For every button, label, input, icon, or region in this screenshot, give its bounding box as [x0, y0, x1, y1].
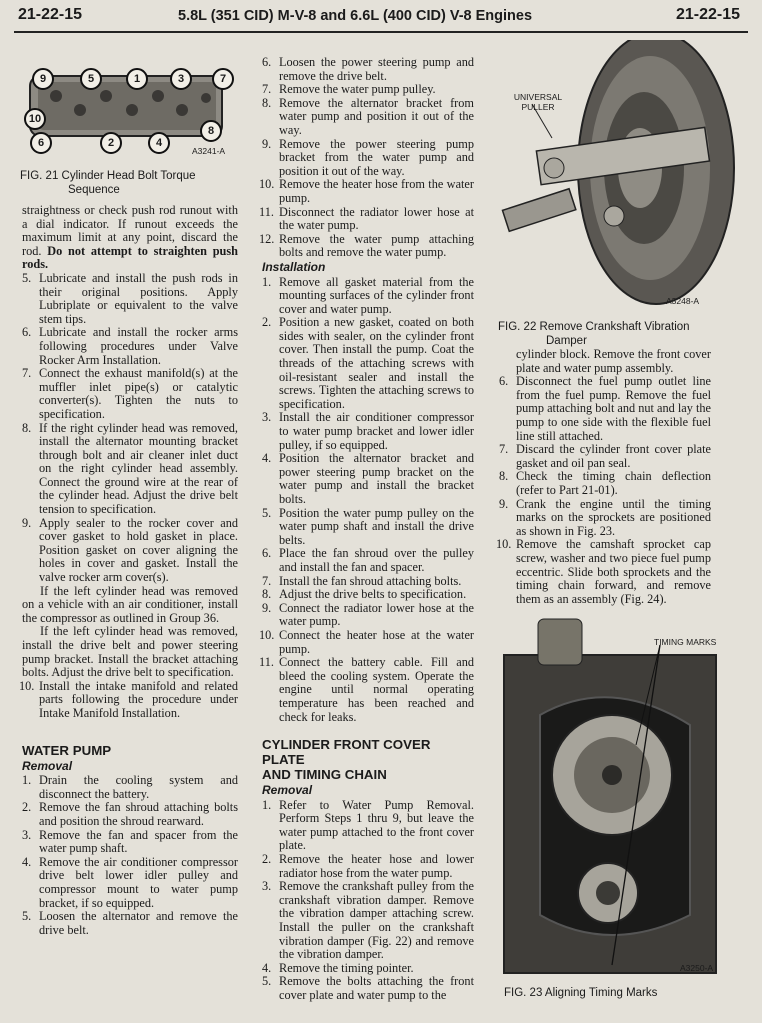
- bolt-number-callout: 7: [212, 68, 234, 90]
- list-number: 10.: [259, 177, 275, 192]
- list-number: 7.: [262, 82, 272, 97]
- list-number: 3.: [262, 410, 272, 425]
- column-right: [496, 347, 711, 606]
- figure-23-label: TIMING MARKS: [654, 637, 717, 647]
- list-number: 8.: [262, 95, 272, 110]
- paragraph: If the left cylinder head was removed, install the drive belt and power steering pump bracket. Install the bracket attaching bolts. Adjust the drive belt to specification.: [22, 624, 238, 680]
- list-item: [262, 962, 474, 976]
- list-item: [499, 443, 711, 470]
- list-number: 3.: [22, 827, 32, 842]
- list-item: [259, 231, 474, 260]
- list-text: Remove the power steering pump bracket from the water pump and position it out of the way.: [279, 136, 474, 178]
- list-item: [262, 56, 474, 83]
- section-heading: CYLINDER FRONT COVER PLATE AND TIMING CHAIN: [262, 737, 431, 783]
- list-number: 1.: [262, 274, 272, 289]
- list-item: [262, 880, 474, 962]
- list-item: [499, 470, 711, 497]
- list-item: [262, 602, 474, 629]
- list-number: 6.: [262, 546, 272, 561]
- list-text: Connect the battery cable. Fill and bleed the cooling system. Operate the engine until normal operating temperature has been reached and check for leaks.: [279, 655, 474, 724]
- list-number: 5.: [262, 974, 272, 989]
- list-number: 3.: [262, 879, 272, 894]
- list-number: 1.: [262, 797, 272, 812]
- list-item: [499, 498, 711, 539]
- list-number: 4.: [262, 451, 272, 466]
- list-number: 6.: [262, 55, 272, 69]
- header-rule: [14, 31, 748, 33]
- list-text: Remove the crankshaft pulley from the crankshaft vibration damper. Remove the vibration damper attaching screw. Install the puller on the crankshaft vibration damper (Fig. 22) and remove the vibration damper.: [279, 879, 474, 962]
- list-item: [259, 655, 474, 724]
- list-item: [262, 799, 474, 853]
- instruction-list: [259, 274, 474, 725]
- figure-22-vibration-damper: [496, 40, 736, 316]
- instruction-list: [22, 272, 238, 585]
- list-item: [262, 138, 474, 179]
- list-text: Discard the cylinder front cover plate gasket and oil pan seal.: [516, 442, 711, 470]
- figure-23-caption: FIG. 23 Aligning Timing Marks: [504, 987, 658, 999]
- list-text: Remove the air conditioner compressor drive belt lower idler pulley and compressor mount to water pump bracket, if so equipped.: [39, 854, 238, 910]
- list-text: Remove the water pump pulley.: [279, 82, 436, 97]
- list-number: 11.: [259, 204, 274, 219]
- list-item: [22, 774, 238, 801]
- list-item: [22, 910, 238, 937]
- list-number: 8.: [22, 420, 32, 435]
- list-item: [262, 853, 474, 880]
- list-item: [262, 411, 474, 452]
- list-item: [262, 316, 474, 411]
- list-item: [259, 177, 474, 205]
- list-item: [262, 83, 474, 97]
- paragraph: If the left cylinder head was removed on a vehicle with an air conditioner, install the compressor as outlined in Group 36.: [22, 583, 238, 625]
- list-text: Position the alternator bracket and power steering pump bracket on the water pump and install the bracket bolts.: [279, 451, 474, 506]
- list-text: Adjust the drive belts to specification.: [279, 587, 467, 602]
- subheading: Removal: [262, 783, 313, 798]
- list-text: Remove the alternator bracket from water pump and position it out of the way.: [279, 95, 474, 137]
- list-text: Position the water pump pulley on the water pump shaft and install the drive belts.: [279, 505, 474, 547]
- list-item: [262, 97, 474, 138]
- list-number: 1.: [22, 773, 32, 788]
- list-item: [22, 367, 238, 421]
- list-text: Connect the radiator lower hose at the water pump.: [279, 600, 474, 629]
- list-text: Check the timing chain deflection (refer to Part 21-01).: [516, 469, 711, 497]
- list-item: [22, 829, 238, 856]
- list-number: 6.: [22, 325, 32, 340]
- list-text: Remove the bolts attaching the front cover plate and water pump to the: [279, 974, 474, 1002]
- paragraph-continued: cylinder block. Remove the front cover plate and water pump assembly.: [516, 347, 711, 375]
- list-item: [22, 272, 238, 326]
- list-text: Install the air conditioner compressor to water pump bracket and lower idler pulley, if so equipped.: [279, 410, 474, 452]
- list-text: Remove the heater hose from the water pump.: [279, 177, 474, 205]
- instruction-list: [262, 799, 474, 1003]
- list-text: Disconnect the radiator lower hose at the water pump.: [279, 204, 474, 233]
- list-item: 10. Install the intake manifold and related parts following the procedure under Intake Manifold Installation.: [19, 678, 238, 720]
- list-text: Loosen the alternator and remove the drive belt.: [39, 909, 238, 937]
- list-text: Crank the engine until the timing marks on the sprockets are positioned as shown in Fig. 23.: [516, 496, 711, 538]
- subheading: Installation: [262, 259, 326, 274]
- list-text: Apply sealer to the rocker cover and cover gasket to hold gasket in place. Position gasket on cover aligning the holes in cover and gasket. Install the valve rocker arm cover(s).: [39, 515, 238, 585]
- list-text: Connect the exhaust manifold(s) at the muffler inlet pipe(s) or catalytic converter(s). Tighten the nuts to specification.: [39, 366, 238, 421]
- page-number-right: 21-22-15: [675, 6, 740, 23]
- list-item: [262, 547, 474, 574]
- list-item: [496, 537, 711, 606]
- list-number: 7.: [499, 442, 509, 457]
- list-item: [262, 575, 474, 589]
- list-text: Refer to Water Pump Removal. Perform Steps 1 thru 9, but leave the water pump attached to the front cover plate.: [279, 797, 474, 853]
- list-text: Place the fan shroud over the pulley and install the fan and spacer.: [279, 546, 474, 574]
- list-text: Remove the fan and spacer from the water pump shaft.: [39, 827, 238, 856]
- list-text: Disconnect the fuel pump outlet line from the fuel pump. Remove the fuel pump attaching bolt and nut and lay the pump to one side with the flexible fuel line still attached.: [516, 374, 711, 443]
- list-item: [262, 276, 474, 317]
- list-number: 9.: [499, 496, 509, 511]
- list-number: 8.: [262, 587, 272, 602]
- bolt-number-callout: 10: [24, 108, 46, 130]
- column-left: [19, 203, 238, 937]
- list-item: [262, 588, 474, 602]
- list-item: [499, 375, 711, 443]
- list-text: Drain the cooling system and disconnect the battery.: [39, 773, 238, 801]
- list-item: [259, 204, 474, 233]
- list-item: [22, 422, 238, 517]
- instruction-list: [259, 55, 474, 260]
- section-heading: WATER PUMP: [22, 742, 112, 758]
- bolt-number-callout: 6: [30, 132, 52, 154]
- list-number: 2.: [22, 800, 32, 815]
- timing-chain-illustration: [500, 615, 722, 977]
- list-text: Lubricate and install the rocker arms following procedures under Valve Rocker Arm Installation.: [39, 325, 238, 367]
- list-item: [262, 507, 474, 548]
- page-number-left: 21-22-15: [18, 6, 83, 23]
- list-number: 2.: [262, 852, 272, 867]
- list-number: 4.: [262, 960, 272, 975]
- figure-22-label: UNIVERSAL PULLER: [513, 92, 563, 112]
- bolt-number-callout: 4: [148, 132, 170, 154]
- list-text: Remove the heater hose and lower radiator hose from the water pump.: [279, 852, 474, 880]
- list-item: [259, 627, 474, 656]
- instruction-list: [22, 774, 238, 937]
- column-middle: [259, 55, 474, 1003]
- list-number: 4.: [22, 854, 32, 869]
- list-text: Remove the camshaft sprocket cap screw, washer and two piece fuel pump eccentric. Slide both sprockets and the timing chain forward, and remove them as an assembly (Fig. 24).: [516, 537, 711, 606]
- damper-puller-illustration: [496, 40, 736, 316]
- list-number: 12.: [259, 231, 275, 246]
- figure-23-timing-marks: [500, 615, 722, 977]
- page-title: 5.8L (351 CID) M-V-8 and 6.6L (400 CID) V-8 Engines: [178, 8, 533, 24]
- list-text: Install the fan shroud attaching bolts.: [279, 573, 462, 588]
- list-text: Remove all gasket material from the mounting surfaces of the cylinder front cover and water pump.: [279, 274, 474, 316]
- bolt-number-callout: 2: [100, 132, 122, 154]
- list-number: 5.: [22, 909, 32, 924]
- list-number: 9.: [262, 136, 272, 151]
- list-number: 6.: [499, 374, 509, 389]
- list-item: [262, 452, 474, 506]
- list-number: 7.: [262, 573, 272, 588]
- list-number: 8.: [499, 469, 509, 484]
- bolt-number-callout: 1: [126, 68, 148, 90]
- list-item: [22, 856, 238, 910]
- list-item: [22, 801, 238, 828]
- list-number: 10.: [259, 627, 275, 642]
- list-number: 11.: [259, 655, 274, 670]
- list-text: Remove the water pump attaching bolts and remove the water pump.: [279, 231, 474, 260]
- bolt-number-callout: 3: [170, 68, 192, 90]
- list-number: 7.: [22, 366, 32, 381]
- instruction-list: [496, 374, 711, 606]
- bolt-number-callout: 5: [80, 68, 102, 90]
- list-text: Connect the heater hose at the water pump.: [279, 627, 474, 656]
- list-number: 9.: [262, 600, 272, 615]
- list-text: If the right cylinder head was removed, install the alternator mounting bracket through bolt and air cleaner inlet duct on the right cylinder head assembly. Connect the ground wire at the rear of the cylinder head. Adjust the drive belt tension to specification.: [39, 420, 238, 517]
- figure-22-caption: FIG. 22 Remove Crankshaft Vibration Damper: [498, 321, 690, 347]
- list-text: Position a new gasket, coated on both sides with sealer, on the cylinder front cover. Then install the pump. Coat the threads of the attaching screws with oil-resistant sealer and install the screws. Tighten the attaching screws to specification.: [279, 315, 474, 411]
- figure-21-cylinder-head: [22, 58, 240, 160]
- list-item: [22, 517, 238, 585]
- figure-23-code: A3250-A: [680, 963, 714, 973]
- list-item: [262, 975, 474, 1002]
- figure-22-code: A3248-A: [666, 296, 700, 306]
- list-number: 2.: [262, 315, 272, 330]
- bolt-number-callout: 9: [32, 68, 54, 90]
- page-header: [0, 6, 762, 30]
- list-number: 5.: [22, 270, 32, 285]
- figure-21-caption: FIG. 21 Cylinder Head Bolt Torque Sequence: [20, 170, 196, 196]
- list-text: Remove the fan shroud attaching bolts and position the shroud rearward.: [39, 800, 238, 828]
- list-number: 10.: [496, 537, 512, 552]
- list-text: Loosen the power steering pump and remove the drive belt.: [279, 55, 474, 83]
- paragraph-continued: straightness or check push rod runout with a dial indicator. If runout exceeds the maximum limit at any point, discard the rod. Do not attempt to straighten push rods.: [22, 203, 238, 272]
- bolt-number-callout: 8: [200, 120, 222, 142]
- list-text: Remove the timing pointer.: [279, 960, 414, 975]
- figure-21-code: A3241-A: [192, 146, 226, 156]
- list-number: 9.: [22, 515, 32, 530]
- list-text: Lubricate and install the push rods in their original positions. Apply Lubriplate or equivalent to the valve stem tips.: [39, 270, 238, 326]
- list-number: 5.: [262, 505, 272, 520]
- subheading: Removal: [22, 758, 73, 773]
- list-item: [22, 326, 238, 367]
